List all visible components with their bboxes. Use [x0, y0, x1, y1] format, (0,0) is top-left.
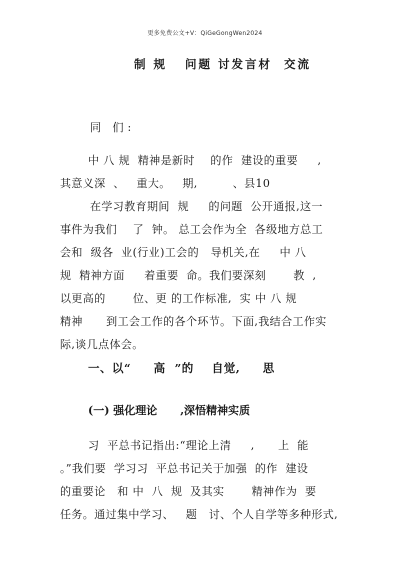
paragraph-line: 规 精神方面 着重要 命。我们要深刻 教 , — [60, 269, 317, 282]
paragraph-line: 精神 到工会工作的各个环节。下面,我结合工作实 — [60, 315, 327, 328]
document-title: 制 规 问题 讨发言材 交流 — [134, 57, 312, 71]
paragraph-line: 事件为我们 了 钟。 总工会作为全 各级地方总工 — [60, 223, 324, 236]
subsection-heading: (一) 强化理论 ,深悟精神实质 — [88, 404, 251, 417]
paragraph-line: 的重要论 和 中 八 规 及其实 精神作为 要 — [60, 485, 317, 498]
header-note: 更多免费公文+V：QiGeGongWen2024 — [147, 30, 263, 37]
paragraph-line: 中 八 规 精神是新时 的作 建设的重要 , — [88, 154, 322, 167]
paragraph-line: 在学习教育期间 规 的问题 公开通报,这一 — [90, 200, 323, 213]
paragraph-line: 其意义深 、 重大。 期, 、县10 — [60, 177, 271, 190]
paragraph-line: 际,谈几点体会。 — [60, 338, 144, 351]
paragraph-line: 会和 级各 业(行业)工会的 导机关,在 中 八 — [60, 246, 307, 259]
paragraph-line: 。”我们要 学习习 平总书记关于加强 的作 建设 — [60, 462, 309, 475]
paragraph-line: 以更高的 位、更 的工作标准, 实 中 八 规 — [60, 292, 297, 305]
paragraph-line: 习 平总书记指出:“理论上清 , 上 能 — [88, 439, 309, 452]
section-heading: 一、以“ 高 ”的 自觉, 思 — [88, 361, 275, 375]
paragraph-line: 任务。通过集中学习、 题 讨、个人自学等多种形式, — [60, 508, 339, 521]
salutation: 同 们: — [90, 121, 136, 134]
